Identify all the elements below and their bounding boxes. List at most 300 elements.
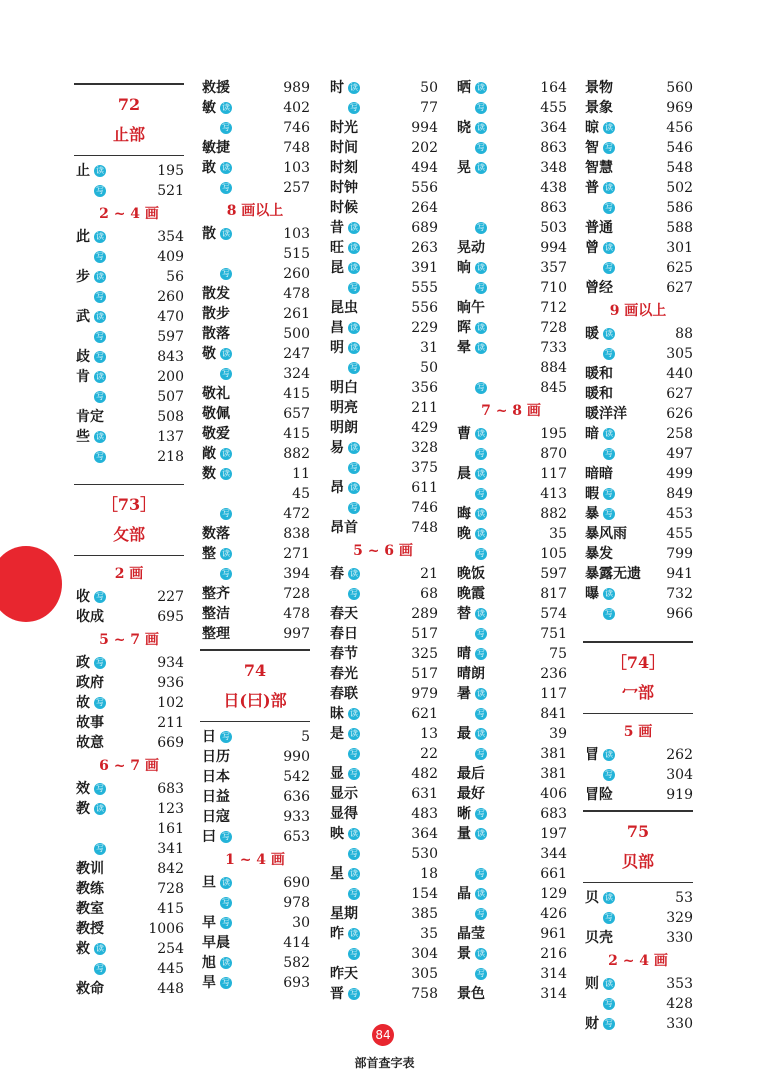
index-entry [328,498,438,518]
index-entry [328,664,438,684]
index-entry [455,464,567,484]
write-marker-icon: 写 [477,383,485,392]
page-reference: 330 [666,1016,693,1032]
index-entry [328,238,438,258]
write-marker-icon: 写 [605,609,613,618]
entry-word: 救 [76,941,90,957]
page-reference: 385 [411,906,438,922]
page-reference: 597 [540,566,567,582]
read-marker-icon: 读 [350,223,358,232]
page-reference: 426 [540,906,567,922]
page-reference: 560 [666,80,693,96]
index-entry [583,218,693,238]
entry-word: 晶莹 [457,926,485,942]
page-reference: 117 [540,686,567,702]
write-marker-icon: 写 [605,449,613,458]
index-entry [328,178,438,198]
read-marker-icon: 读 [350,263,358,272]
spacer [74,467,184,479]
page-reference: 748 [283,140,310,156]
index-entry [583,364,693,384]
entry-word: 智慧 [585,160,613,176]
index-entry [200,484,310,504]
index-entry [583,258,693,278]
read-marker-icon: 读 [477,123,485,132]
read-marker-icon: 读 [350,343,358,352]
index-entry [74,427,184,447]
write-marker-icon: 写 [96,252,104,261]
read-marker-icon: 读 [605,589,613,598]
page-reference: 693 [283,975,310,991]
index-entry [328,564,438,584]
page-reference: 260 [157,289,184,305]
entry-word: 晚饭 [457,566,485,582]
index-entry [328,704,438,724]
entry-word: 救援 [202,80,230,96]
write-marker-icon: 写 [605,203,613,212]
write-marker-icon: 写 [96,658,104,667]
page-reference: 849 [666,486,693,502]
index-column-5 [583,78,693,1034]
index-entry [583,564,693,584]
index-entry [200,324,310,344]
page-reference: 625 [666,260,693,276]
index-entry [328,138,438,158]
page-reference: 123 [157,801,184,817]
page-reference: 229 [411,320,438,336]
read-marker-icon: 读 [350,869,358,878]
write-marker-icon: 写 [477,283,485,292]
index-entry [583,994,693,1014]
index-entry [74,979,184,999]
page-reference: 933 [283,809,310,825]
page-reference: 105 [540,546,567,562]
write-marker-icon: 写 [96,352,104,361]
index-entry [328,98,438,118]
index-entry [200,304,310,324]
index-entry [74,387,184,407]
entry-word: 敏捷 [202,140,230,156]
page-reference: 154 [411,886,438,902]
entry-word: 数 [202,466,216,482]
index-entry [74,407,184,427]
page-reference: 314 [540,966,567,982]
entry-word: 敬 [202,346,216,362]
index-entry [583,1014,693,1034]
page-reference: 375 [411,460,438,476]
page-reference: 478 [283,286,310,302]
page-reference: 429 [411,420,438,436]
page-reference: 103 [283,226,310,242]
page-reference: 884 [540,360,567,376]
page-reference: 77 [420,100,438,116]
index-entry [328,984,438,1004]
index-entry [328,844,438,864]
page-reference: 843 [157,349,184,365]
entry-word: 故事 [76,715,104,731]
page-reference: 728 [157,881,184,897]
rule-line [74,155,184,156]
read-marker-icon: 读 [96,272,104,281]
index-entry [74,939,184,959]
page-reference: 227 [157,589,184,605]
page-reference: 994 [411,120,438,136]
write-marker-icon: 写 [477,489,485,498]
read-marker-icon: 读 [350,83,358,92]
index-entry [583,98,693,118]
index-entry [74,653,184,673]
entry-word: 明白 [330,380,358,396]
write-marker-icon: 写 [96,964,104,973]
entry-word: 则 [585,976,599,992]
write-marker-icon: 写 [605,1019,613,1028]
entry-word: 显得 [330,806,358,822]
index-entry [583,504,693,524]
index-entry [455,504,567,524]
entry-word: 春节 [330,646,358,662]
index-entry [328,764,438,784]
page-reference: 546 [666,140,693,156]
page-reference: 415 [283,386,310,402]
read-marker-icon: 读 [477,949,485,958]
page-reference: 68 [420,586,438,602]
index-entry [455,158,567,178]
write-marker-icon: 写 [96,392,104,401]
page-reference: 979 [411,686,438,702]
index-entry [455,664,567,684]
entry-word: 敢 [202,160,216,176]
write-marker-icon: 写 [605,263,613,272]
read-marker-icon: 读 [222,549,230,558]
read-marker-icon: 读 [477,263,485,272]
page-reference: 733 [540,340,567,356]
index-entry [328,584,438,604]
index-entry [74,693,184,713]
index-entry [74,161,184,181]
index-entry [455,524,567,544]
page-reference: 195 [157,163,184,179]
read-marker-icon: 读 [477,889,485,898]
index-entry [455,318,567,338]
index-entry [74,367,184,387]
page-reference: 35 [549,526,567,542]
index-entry [328,458,438,478]
index-entry [328,944,438,964]
index-entry [200,464,310,484]
page-reference: 304 [411,946,438,962]
page-reference: 478 [283,606,310,622]
index-entry [328,604,438,624]
entry-word: 昔 [330,220,344,236]
entry-word: 时候 [330,200,358,216]
page-reference: 631 [411,786,438,802]
index-entry [455,844,567,864]
entry-word: 教授 [76,921,104,937]
read-marker-icon: 读 [222,958,230,967]
page-reference: 402 [283,100,310,116]
page-reference: 406 [540,786,567,802]
entry-word: 日寇 [202,809,230,825]
page-reference: 882 [540,506,567,522]
entry-word: 财 [585,1016,599,1032]
entry-word: 散发 [202,286,230,302]
index-entry [328,884,438,904]
page-reference: 1006 [148,921,184,937]
index-entry [200,98,310,118]
index-entry [200,827,310,847]
index-entry [200,264,310,284]
read-marker-icon: 读 [605,123,613,132]
index-entry [200,118,310,138]
entry-word: 日益 [202,789,230,805]
write-marker-icon: 写 [350,769,358,778]
index-entry [455,964,567,984]
index-entry [328,684,438,704]
page-reference: 497 [666,446,693,462]
page-reference: 56 [166,269,184,285]
write-marker-icon: 写 [222,732,230,741]
index-entry [583,344,693,364]
read-marker-icon: 读 [222,103,230,112]
index-column-2 [200,78,310,993]
index-entry [200,604,310,624]
write-marker-icon: 写 [222,183,230,192]
index-entry [455,744,567,764]
index-entry [200,933,310,953]
index-entry [583,974,693,994]
read-marker-icon: 读 [477,83,485,92]
write-marker-icon: 写 [477,629,485,638]
index-entry [583,908,693,928]
entry-word: 些 [76,429,90,445]
index-entry [200,953,310,973]
write-marker-icon: 写 [477,869,485,878]
page-number-badge: 84 [372,1024,394,1046]
write-marker-icon: 写 [222,978,230,987]
entry-word: 贝 [585,890,599,906]
rule-line [200,721,310,722]
entry-word: 故意 [76,735,104,751]
entry-word: 整齐 [202,586,230,602]
index-entry [328,438,438,458]
entry-word: 晴 [457,646,471,662]
write-marker-icon: 写 [477,103,485,112]
write-marker-icon: 写 [605,913,613,922]
page-reference: 503 [540,220,567,236]
page-reference: 22 [420,746,438,762]
index-entry [455,544,567,564]
read-marker-icon: 读 [350,829,358,838]
index-column-4 [455,78,567,1004]
entry-word: 映 [330,826,344,842]
read-marker-icon: 读 [222,229,230,238]
entry-word: 早晨 [202,935,230,951]
entry-word: 时刻 [330,160,358,176]
index-column-1 [74,78,184,999]
page-reference: 621 [411,706,438,722]
page-reference: 882 [283,446,310,462]
write-marker-icon: 写 [477,143,485,152]
index-entry [583,584,693,604]
entry-word: 日 [202,729,216,745]
entry-word: 春联 [330,686,358,702]
stroke-count-heading: 9 画以上 [609,303,667,319]
page-reference: 657 [283,406,310,422]
index-entry [200,284,310,304]
entry-word: 普 [585,180,599,196]
entry-word: 日本 [202,769,230,785]
entry-word: 昨天 [330,966,358,982]
index-entry [74,799,184,819]
index-entry [74,713,184,733]
index-entry [328,198,438,218]
page-reference: 626 [666,406,693,422]
radical-heading: ［73］ [101,495,157,514]
read-marker-icon: 读 [477,429,485,438]
index-entry [583,888,693,908]
read-marker-icon: 读 [350,243,358,252]
rule-line [200,649,310,651]
page-reference: 936 [157,675,184,691]
page-reference: 728 [540,320,567,336]
read-marker-icon: 读 [350,483,358,492]
page-reference: 260 [283,266,310,282]
index-entry [200,873,310,893]
index-entry [455,784,567,804]
page-reference: 30 [292,915,310,931]
page-reference: 364 [411,826,438,842]
entry-word: 明朗 [330,420,358,436]
radical-heading: 日(曰)部 [223,691,287,710]
page-reference: 216 [540,946,567,962]
write-marker-icon: 写 [350,363,358,372]
page-reference: 994 [540,240,567,256]
read-marker-icon: 读 [96,166,104,175]
read-marker-icon: 读 [96,432,104,441]
rule-line [583,882,693,883]
read-marker-icon: 读 [96,804,104,813]
page-reference: 264 [411,200,438,216]
page-reference: 556 [411,180,438,196]
entry-word: 散落 [202,326,230,342]
rule-line [74,83,184,85]
entry-word: 晶 [457,886,471,902]
index-entry [455,424,567,444]
index-entry [328,298,438,318]
page-reference: 413 [540,486,567,502]
page-reference: 863 [540,200,567,216]
entry-word: 昂 [330,480,344,496]
entry-word: 救命 [76,981,104,997]
page-reference: 254 [157,941,184,957]
entry-word: 暴风雨 [585,526,627,542]
entry-word: 易 [330,440,344,456]
read-marker-icon: 读 [96,312,104,321]
page-reference: 35 [420,926,438,942]
entry-word: 晌午 [457,300,485,316]
index-entry [583,278,693,298]
page-reference: 548 [666,160,693,176]
index-entry [74,327,184,347]
page-reference: 494 [411,160,438,176]
page-reference: 574 [540,606,567,622]
read-marker-icon: 读 [96,372,104,381]
read-marker-icon: 读 [222,163,230,172]
page-reference: 712 [540,300,567,316]
page-reference: 271 [283,546,310,562]
entry-word: 普通 [585,220,613,236]
index-entry [200,344,310,364]
page-reference: 542 [283,769,310,785]
entry-word: 此 [76,229,90,245]
index-entry [74,227,184,247]
entry-word: 晌 [457,260,471,276]
entry-word: 止 [76,163,90,179]
read-marker-icon: 读 [605,429,613,438]
page-reference: 301 [666,240,693,256]
index-entry [328,158,438,178]
entry-word: 数落 [202,526,230,542]
page-reference: 502 [666,180,693,196]
page-reference: 934 [157,655,184,671]
entry-word: 曾 [585,240,599,256]
index-entry [328,964,438,984]
entry-word: 晃动 [457,240,485,256]
entry-word: 散 [202,226,216,242]
page-reference: 328 [411,440,438,456]
write-marker-icon: 写 [222,269,230,278]
index-entry [200,747,310,767]
index-entry [200,913,310,933]
page-reference: 453 [666,506,693,522]
page-reference: 75 [549,646,567,662]
index-entry [74,307,184,327]
entry-word: 曝 [585,586,599,602]
page-reference: 354 [157,229,184,245]
index-entry [74,899,184,919]
entry-word: 敞 [202,446,216,462]
radical-heading: ［74］ [610,653,666,672]
read-marker-icon: 读 [605,243,613,252]
read-marker-icon: 读 [605,750,613,759]
entry-word: 智 [585,140,599,156]
index-entry [455,278,567,298]
write-marker-icon: 写 [350,103,358,112]
entry-word: 暖和 [585,366,613,382]
page-reference: 314 [540,986,567,1002]
page-reference: 211 [157,715,184,731]
page-reference: 356 [411,380,438,396]
page-reference: 324 [283,366,310,382]
page-reference: 247 [283,346,310,362]
entry-word: 暖洋洋 [585,406,627,422]
index-entry [328,924,438,944]
page-reference: 88 [675,326,693,342]
entry-word: 最好 [457,786,485,802]
page-reference: 636 [283,789,310,805]
entry-word: 教训 [76,861,104,877]
stroke-count-heading: 7 ~ 8 画 [481,403,541,419]
rule-line [583,641,693,643]
index-entry [455,924,567,944]
stroke-count-heading: 2 ~ 4 画 [608,953,668,969]
page-reference: 611 [411,480,438,496]
entry-word: 整 [202,546,216,562]
index-entry [200,224,310,244]
entry-word: 收 [76,589,90,605]
entry-word: 政府 [76,675,104,691]
index-entry [328,278,438,298]
